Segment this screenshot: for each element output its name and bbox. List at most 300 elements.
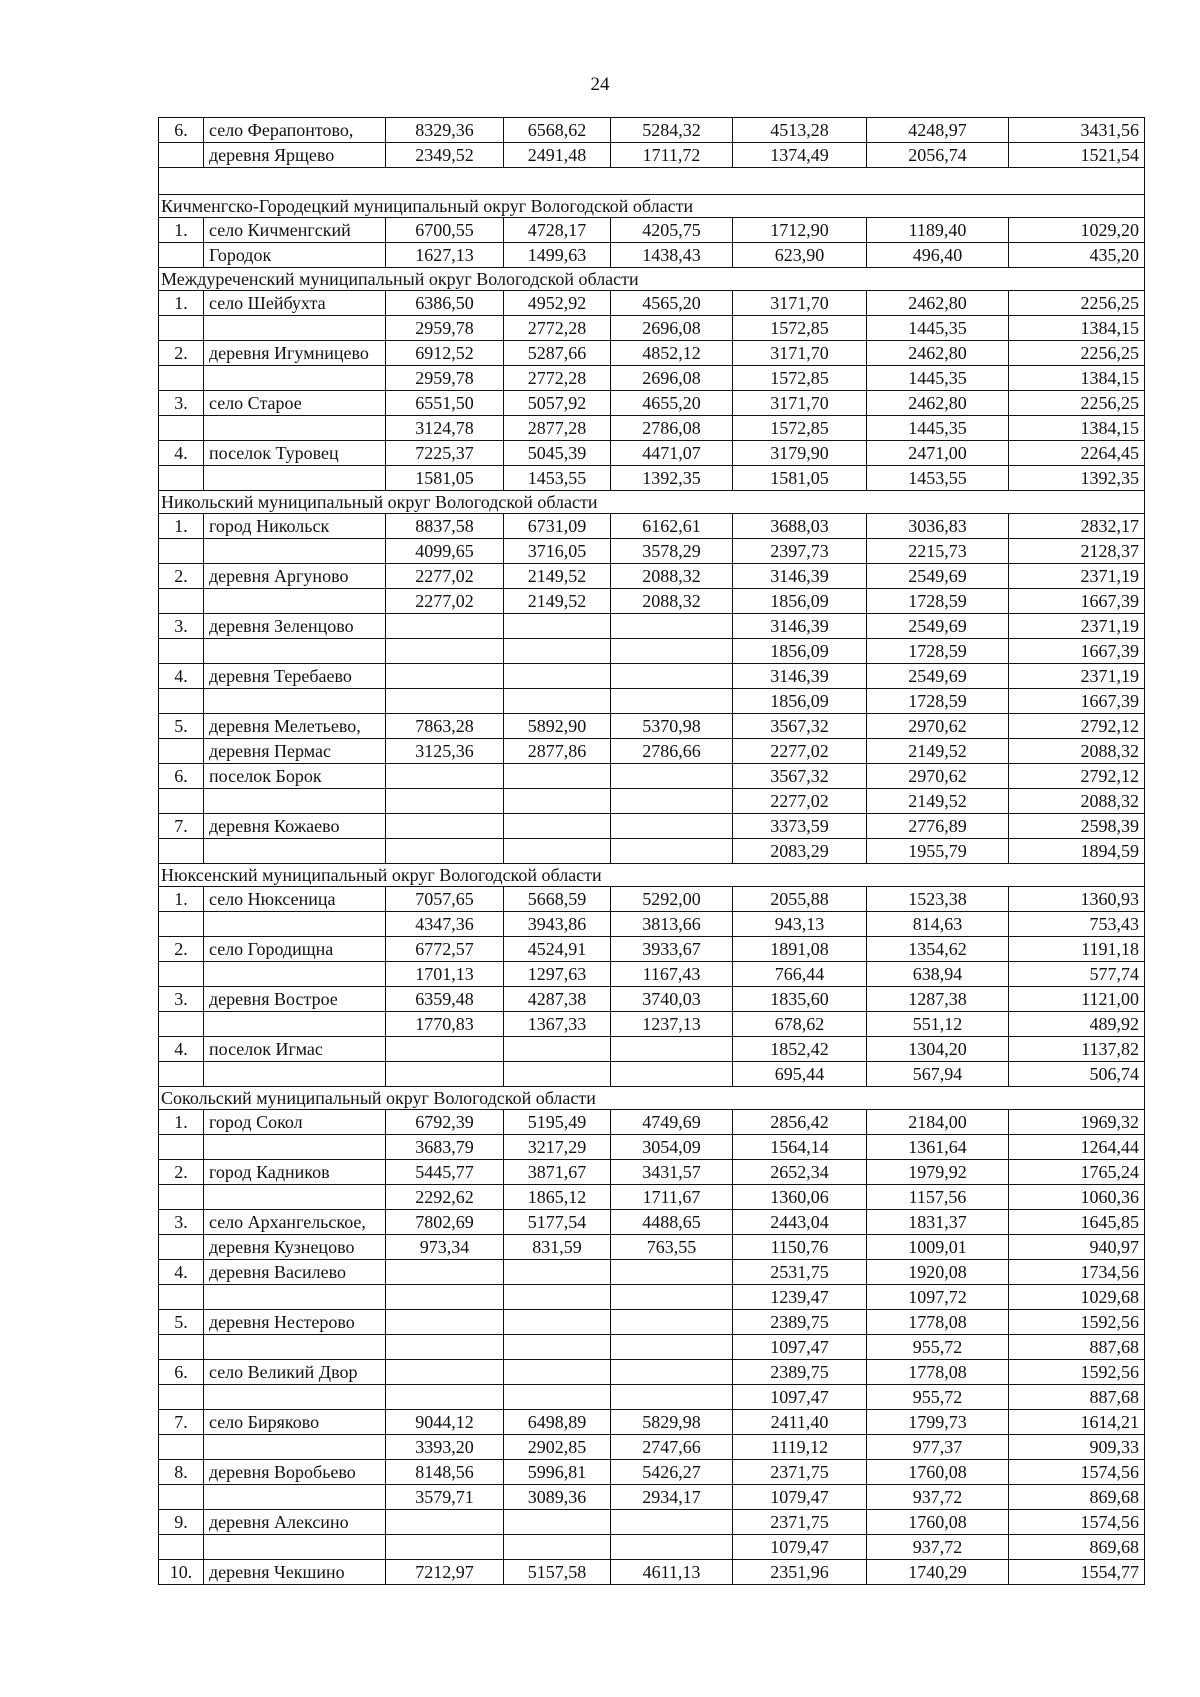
value-cell-5: 1453,55: [867, 466, 1009, 491]
value-cell-1: 8837,58: [386, 514, 504, 539]
value-cell-2: 1865,12: [504, 1185, 611, 1210]
table-row: [159, 764, 1145, 789]
value-cell-2: [504, 1535, 611, 1560]
row-index: [159, 689, 204, 714]
table-row: [159, 839, 1145, 864]
value-cell-2: 2902,85: [504, 1435, 611, 1460]
value-cell-4: 3567,32: [733, 764, 867, 789]
value-cell-6: 2088,32: [1009, 789, 1145, 814]
row-index: [159, 1012, 204, 1037]
value-cell-2: 2772,28: [504, 316, 611, 341]
value-cell-3: [611, 664, 733, 689]
value-cell-5: 814,63: [867, 912, 1009, 937]
value-cell-1: [386, 1285, 504, 1310]
value-cell-2: [504, 814, 611, 839]
value-cell-2: [504, 1260, 611, 1285]
row-index: 4.: [159, 1260, 204, 1285]
value-cell-2: [504, 1310, 611, 1335]
value-cell-6: 2832,17: [1009, 514, 1145, 539]
value-cell-4: 2397,73: [733, 539, 867, 564]
value-cell-5: 955,72: [867, 1335, 1009, 1360]
value-cell-2: [504, 1335, 611, 1360]
value-cell-3: 3813,66: [611, 912, 733, 937]
settlement-name: [204, 416, 386, 441]
value-cell-2: [504, 614, 611, 639]
value-cell-1: 3579,71: [386, 1485, 504, 1510]
value-cell-6: 909,33: [1009, 1435, 1145, 1460]
row-index: [159, 789, 204, 814]
value-cell-4: 2371,75: [733, 1510, 867, 1535]
district-row: [159, 195, 1145, 218]
settlement-name: деревня Мелетьево,: [204, 714, 386, 739]
value-cell-4: 1572,85: [733, 316, 867, 341]
settlement-name: село Архангельское,: [204, 1210, 386, 1235]
value-cell-6: 1969,32: [1009, 1110, 1145, 1135]
value-cell-4: 1097,47: [733, 1385, 867, 1410]
value-cell-2: 5057,92: [504, 391, 611, 416]
value-cell-6: 1029,20: [1009, 218, 1145, 243]
value-cell-3: [611, 789, 733, 814]
value-cell-6: 2256,25: [1009, 391, 1145, 416]
settlement-name: город Никольск: [204, 514, 386, 539]
settlement-name: поселок Борок: [204, 764, 386, 789]
value-cell-2: 5892,90: [504, 714, 611, 739]
table-row: [159, 664, 1145, 689]
settlement-name: деревня Игумницево: [204, 341, 386, 366]
value-cell-5: 551,12: [867, 1012, 1009, 1037]
settlement-name: деревня Алексино: [204, 1510, 386, 1535]
value-cell-1: 9044,12: [386, 1410, 504, 1435]
table-row: [159, 887, 1145, 912]
table-row: [159, 291, 1145, 316]
value-cell-3: [611, 689, 733, 714]
value-cell-1: [386, 1385, 504, 1410]
value-cell-4: 2277,02: [733, 739, 867, 764]
value-cell-5: 2970,62: [867, 764, 1009, 789]
table-row: [159, 1385, 1145, 1410]
table-row: [159, 1360, 1145, 1385]
row-index: 5.: [159, 714, 204, 739]
value-cell-2: 2491,48: [504, 143, 611, 168]
value-cell-1: 1581,05: [386, 466, 504, 491]
value-cell-3: 763,55: [611, 1235, 733, 1260]
value-cell-3: [611, 1285, 733, 1310]
value-cell-4: 3688,03: [733, 514, 867, 539]
value-cell-4: 1079,47: [733, 1535, 867, 1560]
value-cell-6: 2371,19: [1009, 664, 1145, 689]
value-cell-6: 577,74: [1009, 962, 1145, 987]
value-cell-1: 2349,52: [386, 143, 504, 168]
value-cell-3: 2088,32: [611, 589, 733, 614]
settlement-name: [204, 912, 386, 937]
settlement-name: [204, 1285, 386, 1310]
row-index: [159, 839, 204, 864]
value-cell-2: 4952,92: [504, 291, 611, 316]
value-cell-6: 506,74: [1009, 1062, 1145, 1087]
value-cell-4: 2055,88: [733, 887, 867, 912]
value-cell-2: 6498,89: [504, 1410, 611, 1435]
row-index: 4.: [159, 441, 204, 466]
row-index: 6.: [159, 118, 204, 143]
row-index: 7.: [159, 1410, 204, 1435]
value-cell-3: 4488,65: [611, 1210, 733, 1235]
value-cell-4: 1150,76: [733, 1235, 867, 1260]
value-cell-4: 3567,32: [733, 714, 867, 739]
settlement-name: село Биряково: [204, 1410, 386, 1435]
value-cell-5: 3036,83: [867, 514, 1009, 539]
value-cell-5: 2549,69: [867, 664, 1009, 689]
value-cell-3: 2747,66: [611, 1435, 733, 1460]
table-row: [159, 1535, 1145, 1560]
value-cell-2: 2877,86: [504, 739, 611, 764]
value-cell-6: 1360,93: [1009, 887, 1145, 912]
settlement-name: деревня Пермас: [204, 739, 386, 764]
value-cell-2: 5045,39: [504, 441, 611, 466]
settlement-name: [204, 689, 386, 714]
value-cell-2: 4524,91: [504, 937, 611, 962]
value-cell-3: 1167,43: [611, 962, 733, 987]
value-cell-1: 6792,39: [386, 1110, 504, 1135]
row-index: 7.: [159, 814, 204, 839]
value-cell-4: 1119,12: [733, 1435, 867, 1460]
value-cell-3: 5292,00: [611, 887, 733, 912]
value-cell-1: 6551,50: [386, 391, 504, 416]
value-cell-6: 1894,59: [1009, 839, 1145, 864]
row-index: 1.: [159, 1110, 204, 1135]
table-row: [159, 316, 1145, 341]
table-row: [159, 391, 1145, 416]
row-index: 6.: [159, 1360, 204, 1385]
value-cell-5: 2215,73: [867, 539, 1009, 564]
table-row: [159, 1135, 1145, 1160]
district-row: [159, 1087, 1145, 1110]
table-row: [159, 987, 1145, 1012]
value-cell-5: 1287,38: [867, 987, 1009, 1012]
value-cell-1: [386, 789, 504, 814]
settlement-name: деревня Кожаево: [204, 814, 386, 839]
value-cell-1: [386, 764, 504, 789]
value-cell-5: 2462,80: [867, 341, 1009, 366]
row-index: 3.: [159, 614, 204, 639]
value-cell-3: [611, 1062, 733, 1087]
value-cell-2: [504, 1385, 611, 1410]
district-row: [159, 491, 1145, 514]
row-index: 5.: [159, 1310, 204, 1335]
value-cell-5: 1979,92: [867, 1160, 1009, 1185]
value-cell-3: 4471,07: [611, 441, 733, 466]
value-cell-2: 5287,66: [504, 341, 611, 366]
value-cell-2: [504, 664, 611, 689]
value-cell-1: 1627,13: [386, 243, 504, 268]
value-cell-4: 1572,85: [733, 416, 867, 441]
value-cell-5: 4248,97: [867, 118, 1009, 143]
row-index: [159, 739, 204, 764]
table-row: [159, 1335, 1145, 1360]
value-cell-6: 940,97: [1009, 1235, 1145, 1260]
value-cell-5: 2462,80: [867, 391, 1009, 416]
value-cell-2: [504, 1510, 611, 1535]
value-cell-1: 3393,20: [386, 1435, 504, 1460]
district-title: Кичменгско-Городецкий муниципальный округ Вологодской области: [159, 195, 1145, 218]
tariff-table: [158, 117, 1145, 1585]
value-cell-3: [611, 1260, 733, 1285]
value-cell-5: 1304,20: [867, 1037, 1009, 1062]
settlement-name: деревня Василево: [204, 1260, 386, 1285]
value-cell-3: 4611,13: [611, 1560, 733, 1585]
value-cell-6: 1060,36: [1009, 1185, 1145, 1210]
row-index: 1.: [159, 291, 204, 316]
table-row: [159, 466, 1145, 491]
table-row: [159, 714, 1145, 739]
value-cell-1: 8148,56: [386, 1460, 504, 1485]
value-cell-4: 3171,70: [733, 391, 867, 416]
value-cell-1: [386, 1535, 504, 1560]
table-row: [159, 1160, 1145, 1185]
value-cell-6: 1574,56: [1009, 1460, 1145, 1485]
row-index: 2.: [159, 937, 204, 962]
row-index: [159, 243, 204, 268]
table-row: [159, 1260, 1145, 1285]
value-cell-3: [611, 639, 733, 664]
value-cell-2: 1367,33: [504, 1012, 611, 1037]
value-cell-2: [504, 789, 611, 814]
table-row: [159, 789, 1145, 814]
value-cell-3: [611, 1535, 733, 1560]
value-cell-6: 2792,12: [1009, 764, 1145, 789]
value-cell-5: 955,72: [867, 1385, 1009, 1410]
value-cell-1: 7057,65: [386, 887, 504, 912]
value-cell-4: 2389,75: [733, 1310, 867, 1335]
settlement-name: деревня Аргуново: [204, 564, 386, 589]
value-cell-3: [611, 839, 733, 864]
value-cell-1: [386, 814, 504, 839]
district-row: [159, 864, 1145, 887]
settlement-name: [204, 1185, 386, 1210]
table-row: [159, 1012, 1145, 1037]
value-cell-4: 1374,49: [733, 143, 867, 168]
value-cell-3: 2786,66: [611, 739, 733, 764]
value-cell-5: 2471,00: [867, 441, 1009, 466]
value-cell-2: 1453,55: [504, 466, 611, 491]
value-cell-2: 1499,63: [504, 243, 611, 268]
table-row: [159, 1560, 1145, 1585]
value-cell-4: 2652,34: [733, 1160, 867, 1185]
value-cell-6: 1574,56: [1009, 1510, 1145, 1535]
value-cell-3: 2696,08: [611, 316, 733, 341]
table-row: [159, 614, 1145, 639]
table-row: [159, 639, 1145, 664]
row-index: 10.: [159, 1560, 204, 1585]
value-cell-3: 4852,12: [611, 341, 733, 366]
row-index: [159, 1062, 204, 1087]
value-cell-5: 1831,37: [867, 1210, 1009, 1235]
table-row: [159, 1185, 1145, 1210]
table-row: [159, 1485, 1145, 1510]
row-index: 4.: [159, 664, 204, 689]
value-cell-6: 1592,56: [1009, 1360, 1145, 1385]
value-cell-6: 1384,15: [1009, 416, 1145, 441]
row-index: [159, 589, 204, 614]
value-cell-5: 567,94: [867, 1062, 1009, 1087]
settlement-name: село Кичменгский: [204, 218, 386, 243]
value-cell-4: 2083,29: [733, 839, 867, 864]
value-cell-3: 2786,08: [611, 416, 733, 441]
value-cell-1: 6386,50: [386, 291, 504, 316]
settlement-name: деревня Нестерово: [204, 1310, 386, 1335]
value-cell-5: 1728,59: [867, 689, 1009, 714]
row-index: [159, 1435, 204, 1460]
value-cell-3: 5426,27: [611, 1460, 733, 1485]
value-cell-4: 1852,42: [733, 1037, 867, 1062]
value-cell-5: 1760,08: [867, 1510, 1009, 1535]
value-cell-3: 1711,72: [611, 143, 733, 168]
value-cell-2: 4287,38: [504, 987, 611, 1012]
table-row: [159, 1110, 1145, 1135]
value-cell-6: 1645,85: [1009, 1210, 1145, 1235]
table-row: [159, 366, 1145, 391]
value-cell-5: 2149,52: [867, 739, 1009, 764]
value-cell-5: 2776,89: [867, 814, 1009, 839]
value-cell-5: 1799,73: [867, 1410, 1009, 1435]
value-cell-6: 1734,56: [1009, 1260, 1145, 1285]
value-cell-2: 2772,28: [504, 366, 611, 391]
value-cell-6: 2088,32: [1009, 739, 1145, 764]
row-index: 3.: [159, 1210, 204, 1235]
row-index: [159, 639, 204, 664]
settlement-name: [204, 962, 386, 987]
row-index: 9.: [159, 1510, 204, 1535]
value-cell-5: 1760,08: [867, 1460, 1009, 1485]
value-cell-3: 3740,03: [611, 987, 733, 1012]
value-cell-5: 1157,56: [867, 1185, 1009, 1210]
value-cell-1: 7863,28: [386, 714, 504, 739]
value-cell-3: 5284,32: [611, 118, 733, 143]
value-cell-4: 2443,04: [733, 1210, 867, 1235]
settlement-name: деревня Кузнецово: [204, 1235, 386, 1260]
value-cell-2: 5195,49: [504, 1110, 611, 1135]
value-cell-3: 6162,61: [611, 514, 733, 539]
value-cell-2: 3089,36: [504, 1485, 611, 1510]
value-cell-6: 2598,39: [1009, 814, 1145, 839]
value-cell-1: [386, 1360, 504, 1385]
value-cell-1: [386, 839, 504, 864]
value-cell-4: 1835,60: [733, 987, 867, 1012]
value-cell-4: 2351,96: [733, 1560, 867, 1585]
table-row: [159, 1410, 1145, 1435]
value-cell-5: 496,40: [867, 243, 1009, 268]
value-cell-4: 1712,90: [733, 218, 867, 243]
value-cell-5: 2149,52: [867, 789, 1009, 814]
value-cell-4: 1856,09: [733, 589, 867, 614]
settlement-name: [204, 839, 386, 864]
value-cell-1: 6912,52: [386, 341, 504, 366]
table-row: [159, 416, 1145, 441]
settlement-name: [204, 1435, 386, 1460]
value-cell-5: 977,37: [867, 1435, 1009, 1460]
value-cell-1: 7225,37: [386, 441, 504, 466]
value-cell-1: 7212,97: [386, 1560, 504, 1585]
value-cell-1: 2959,78: [386, 366, 504, 391]
value-cell-4: 3146,39: [733, 614, 867, 639]
table-row: [159, 514, 1145, 539]
value-cell-3: 1438,43: [611, 243, 733, 268]
row-index: 3.: [159, 391, 204, 416]
value-cell-1: 3125,36: [386, 739, 504, 764]
value-cell-6: 2371,19: [1009, 564, 1145, 589]
value-cell-6: 1384,15: [1009, 366, 1145, 391]
value-cell-2: [504, 839, 611, 864]
value-cell-3: [611, 1360, 733, 1385]
value-cell-6: 1592,56: [1009, 1310, 1145, 1335]
value-cell-3: 1711,67: [611, 1185, 733, 1210]
value-cell-5: 1361,64: [867, 1135, 1009, 1160]
value-cell-2: [504, 1285, 611, 1310]
value-cell-5: 1778,08: [867, 1360, 1009, 1385]
settlement-name: [204, 1135, 386, 1160]
table-row: [159, 814, 1145, 839]
value-cell-3: 3578,29: [611, 539, 733, 564]
district-title: Никольский муниципальный округ Вологодской области: [159, 491, 1145, 514]
value-cell-1: [386, 1037, 504, 1062]
table-row: [159, 689, 1145, 714]
row-index: 1.: [159, 514, 204, 539]
value-cell-6: 1667,39: [1009, 689, 1145, 714]
value-cell-1: [386, 1510, 504, 1535]
settlement-name: деревня Вострое: [204, 987, 386, 1012]
value-cell-4: 3171,70: [733, 291, 867, 316]
table-row: [159, 1062, 1145, 1087]
settlement-name: [204, 1012, 386, 1037]
value-cell-4: 2389,75: [733, 1360, 867, 1385]
value-cell-3: [611, 814, 733, 839]
table-row: [159, 962, 1145, 987]
value-cell-3: [611, 1335, 733, 1360]
value-cell-3: 2696,08: [611, 366, 733, 391]
value-cell-1: 973,34: [386, 1235, 504, 1260]
table-row: [159, 564, 1145, 589]
value-cell-3: [611, 1310, 733, 1335]
value-cell-6: 2256,25: [1009, 291, 1145, 316]
value-cell-3: 4565,20: [611, 291, 733, 316]
row-index: 8.: [159, 1460, 204, 1485]
settlement-name: [204, 639, 386, 664]
value-cell-2: 831,59: [504, 1235, 611, 1260]
value-cell-6: 1521,54: [1009, 143, 1145, 168]
settlement-name: [204, 539, 386, 564]
table-row: [159, 739, 1145, 764]
value-cell-1: 3683,79: [386, 1135, 504, 1160]
settlement-name: село Шейбухта: [204, 291, 386, 316]
settlement-name: [204, 1385, 386, 1410]
value-cell-5: 937,72: [867, 1485, 1009, 1510]
value-cell-2: [504, 1037, 611, 1062]
value-cell-5: 937,72: [867, 1535, 1009, 1560]
value-cell-2: [504, 1062, 611, 1087]
value-cell-1: [386, 689, 504, 714]
value-cell-2: 5177,54: [504, 1210, 611, 1235]
value-cell-2: [504, 764, 611, 789]
settlement-name: [204, 789, 386, 814]
value-cell-2: 1297,63: [504, 962, 611, 987]
value-cell-5: 1445,35: [867, 416, 1009, 441]
value-cell-1: 2277,02: [386, 589, 504, 614]
table-row: [159, 441, 1145, 466]
value-cell-4: 3146,39: [733, 564, 867, 589]
value-cell-5: 2970,62: [867, 714, 1009, 739]
value-cell-2: 2877,28: [504, 416, 611, 441]
row-index: [159, 1385, 204, 1410]
value-cell-2: 3943,86: [504, 912, 611, 937]
